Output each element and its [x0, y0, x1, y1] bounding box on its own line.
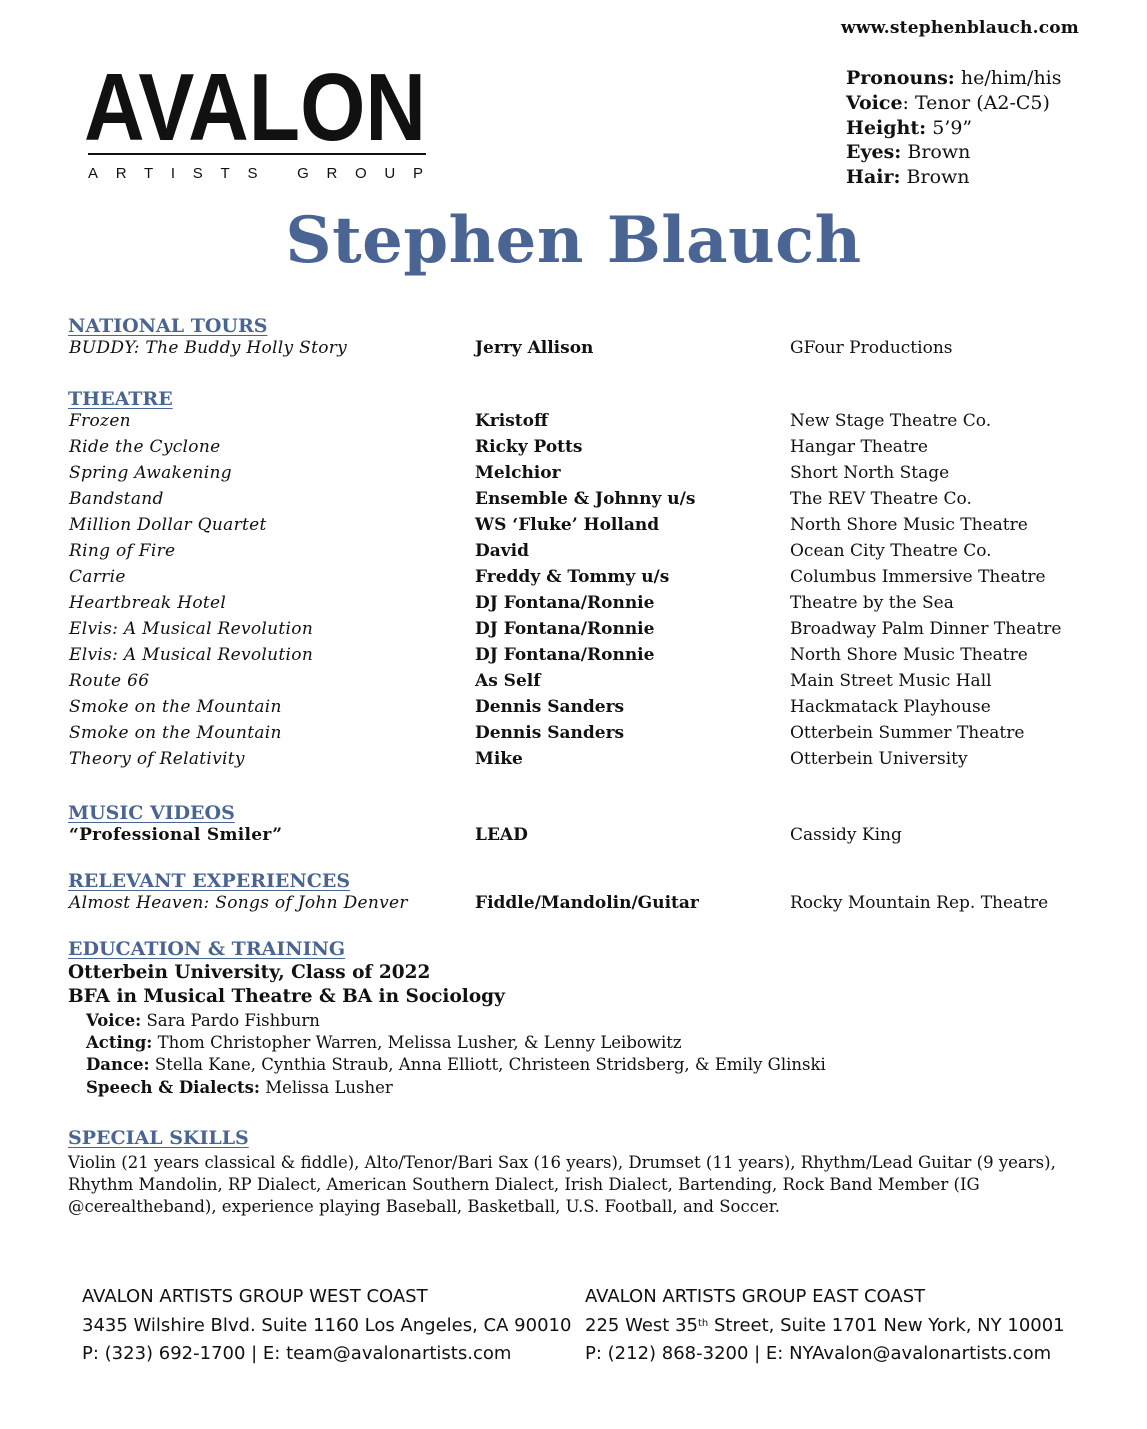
credit-show: Smoke on the Mountain — [69, 697, 282, 717]
stat-hair: Hair: Brown — [846, 166, 970, 189]
credit-show: Elvis: A Musical Revolution — [69, 619, 314, 639]
credit-company: Otterbein University — [790, 749, 968, 769]
credit-row — [0, 645, 1147, 671]
section-heading-education: EDUCATION & TRAINING — [68, 938, 346, 960]
credit-show: Million Dollar Quartet — [69, 515, 267, 535]
section-heading-national-tours: NATIONAL TOURS — [68, 315, 268, 337]
credit-role: Melchior — [475, 463, 561, 483]
credit-row — [0, 489, 1147, 515]
footer-west-coast — [82, 1283, 571, 1369]
footer-west-title: AVALON ARTISTS GROUP WEST COAST — [82, 1286, 428, 1307]
credit-company: Rocky Mountain Rep. Theatre — [790, 893, 1049, 913]
credit-row — [0, 749, 1147, 775]
credit-show: Almost Heaven: Songs of John Denver — [69, 893, 408, 913]
credit-show: Frozen — [69, 411, 131, 431]
credit-role: Dennis Sanders — [475, 697, 625, 717]
credit-show: Heartbreak Hotel — [69, 593, 227, 613]
education-degree: BFA in Musical Theatre & BA in Sociology — [68, 986, 505, 1007]
training-voice: Voice: Sara Pardo Fishburn — [86, 1011, 320, 1030]
credit-row — [0, 338, 1147, 364]
footer-east-coast — [585, 1283, 1065, 1369]
website-url: www.stephenblauch.com — [841, 18, 1079, 38]
credit-company: Cassidy King — [790, 825, 902, 845]
section-heading-theatre: THEATRE — [68, 388, 173, 410]
performer-name: Stephen Blauch — [285, 203, 862, 278]
credit-show: Smoke on the Mountain — [69, 723, 282, 743]
credit-show: Carrie — [69, 567, 126, 587]
avalon-logo — [84, 54, 429, 184]
credit-role: DJ Fontana/Ronnie — [475, 619, 655, 639]
credit-role: Mike — [475, 749, 523, 769]
credit-company: Ocean City Theatre Co. — [790, 541, 992, 561]
credit-company: Broadway Palm Dinner Theatre — [790, 619, 1062, 639]
stat-height: Height: 5’9” — [846, 116, 973, 139]
credit-role: Ensemble & Johnny u/s — [475, 489, 696, 509]
credit-row — [0, 893, 1147, 919]
footer-east-address: 225 West 35th Street, Suite 1701 New York, NY 10001 — [585, 1314, 1065, 1336]
credit-company: GFour Productions — [790, 338, 953, 358]
credit-role: Jerry Allison — [475, 338, 594, 358]
credit-row — [0, 411, 1147, 437]
credit-row — [0, 463, 1147, 489]
credit-row — [0, 619, 1147, 645]
credit-show: Route 66 — [69, 671, 150, 691]
credit-row — [0, 697, 1147, 723]
credit-company: North Shore Music Theatre — [790, 645, 1028, 665]
credit-row — [0, 671, 1147, 697]
credit-role: DJ Fontana/Ronnie — [475, 593, 655, 613]
section-heading-special-skills: SPECIAL SKILLS — [68, 1127, 249, 1149]
credit-show: Theory of Relativity — [69, 749, 245, 769]
credit-show: Bandstand — [69, 489, 164, 509]
credit-row — [0, 541, 1147, 567]
credit-show: Elvis: A Musical Revolution — [69, 645, 314, 665]
credit-role: Fiddle/Mandolin/Guitar — [475, 893, 699, 913]
section-heading-music-videos: MUSIC VIDEOS — [68, 802, 235, 824]
credit-company: New Stage Theatre Co. — [790, 411, 992, 431]
credit-row — [0, 437, 1147, 463]
credit-company: Theatre by the Sea — [790, 593, 954, 613]
stat-voice: Voice: Tenor (A2-C5) — [846, 91, 1050, 114]
stats-block — [846, 66, 1062, 190]
footer-west-address: 3435 Wilshire Blvd. Suite 1160 Los Angeles, CA 90010 — [82, 1314, 572, 1336]
training-dance: Dance: Stella Kane, Cynthia Straub, Anna Elliott, Christeen Stridsberg, & Emily Glinski — [86, 1055, 826, 1074]
training-speech: Speech & Dialects: Melissa Lusher — [86, 1078, 393, 1097]
credit-company: Hangar Theatre — [790, 437, 928, 457]
credit-role: WS ‘Fluke’ Holland — [475, 515, 660, 535]
education-school: Otterbein University, Class of 2022 — [68, 962, 431, 983]
credit-role: Dennis Sanders — [475, 723, 625, 743]
avalon-logo-graphic — [84, 54, 429, 184]
logo-wordmark: AVALON — [84, 54, 426, 161]
credit-company: Otterbein Summer Theatre — [790, 723, 1025, 743]
credit-company: Short North Stage — [790, 463, 950, 483]
credit-company: Main Street Music Hall — [790, 671, 992, 691]
credit-show: BUDDY: The Buddy Holly Story — [69, 338, 348, 358]
credit-company: Hackmatack Playhouse — [790, 697, 991, 717]
footer-west-contact: P: (323) 692-1700 | E: team@avalonartists.com — [82, 1343, 512, 1364]
credit-row — [0, 515, 1147, 541]
credit-role: DJ Fontana/Ronnie — [475, 645, 655, 665]
credit-role: As Self — [475, 671, 541, 691]
credit-company: North Shore Music Theatre — [790, 515, 1028, 535]
stat-eyes: Eyes: Brown — [846, 141, 971, 164]
credit-company: Columbus Immersive Theatre — [790, 567, 1046, 587]
credit-row — [0, 825, 1147, 851]
credit-row — [0, 567, 1147, 593]
credit-row — [0, 723, 1147, 749]
section-heading-relevant-experiences: RELEVANT EXPERIENCES — [68, 870, 351, 892]
credit-role: Freddy & Tommy u/s — [475, 567, 670, 587]
credit-company: The REV Theatre Co. — [790, 489, 972, 509]
credit-show: Ride the Cyclone — [69, 437, 221, 457]
credit-row — [0, 593, 1147, 619]
logo-subtext: ARTISTS GROUP — [88, 165, 423, 182]
footer-east-title: AVALON ARTISTS GROUP EAST COAST — [585, 1286, 926, 1307]
stat-pronouns: Pronouns: he/him/his — [846, 67, 1062, 89]
credit-show: “Professional Smiler” — [69, 825, 283, 845]
training-acting: Acting: Thom Christopher Warren, Melissa Lusher, & Lenny Leibowitz — [86, 1033, 682, 1052]
credit-role: David — [475, 541, 529, 561]
credit-show: Spring Awakening — [69, 463, 232, 483]
footer-east-contact: P: (212) 868-3200 | E: NYAvalon@avalonartists.com — [585, 1343, 1052, 1364]
credit-show: Ring of Fire — [69, 541, 176, 561]
special-skills-text: Violin (21 years classical & fiddle), Alto/Tenor/Bari Sax (16 years), Drumset (11 years), Rhythm/Lead Guitar (9 years), Rhythm Mandolin, RP Dialect, American Southern Dialect, Irish Dialect, Bartending, Rock Band Member (IG @cerealtheband), experience playing Baseball, Basketball, U.S. Football, and Soccer. — [68, 1153, 1056, 1217]
credit-role: LEAD — [475, 825, 528, 845]
credit-role: Ricky Potts — [475, 437, 583, 457]
credit-role: Kristoff — [475, 411, 548, 431]
